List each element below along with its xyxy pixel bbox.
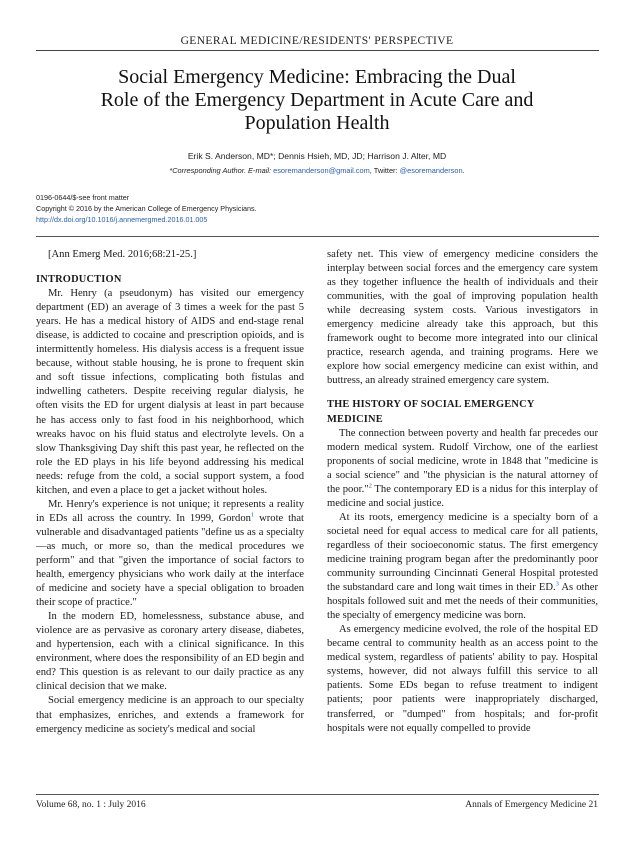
- paragraph-text: As other hospitals followed suit and met the needs of their communities, the specialty of emergency medicine was born.: [327, 582, 598, 622]
- corresponding-author: [0, 166, 634, 175]
- title-line: Role of the Emergency Department in Acute Care and: [100, 89, 534, 111]
- corresp-email-link[interactable]: esoremanderson@gmail.com: [273, 166, 370, 175]
- paragraph-text: wrote that vulnerable and disadvantaged patients "define us as a specialty—as much, or more so, than the medical procedures we perform" and that "given the importance of social factors to health, emergency physicians who work daily at the interface of medicine and society have a special obligation to broaden their scope of practice.": [36, 512, 304, 609]
- author-list: Erik S. Anderson, MD*; Dennis Hsieh, MD, JD; Harrison J. Alter, MD: [187, 151, 447, 161]
- doi-link[interactable]: http://dx.doi.org/10.1016/j.annemergmed.2016.01.005: [36, 215, 208, 224]
- left-column: [36, 248, 304, 737]
- reference-link[interactable]: 1: [250, 511, 255, 519]
- footer-journal-page: Annals of Emergency Medicine 21: [465, 800, 598, 810]
- header-rule: [36, 50, 599, 51]
- paragraph-text: The connection between poverty and health far precedes our modern medical system. Rudolf Virchow, one of the earliest proponents of social medicine, wrote in 1848 that "medicine is a social science" and "the physician is the natural attorney of the poor.": [327, 427, 598, 495]
- paragraph: [327, 427, 598, 511]
- reference-link[interactable]: 2: [368, 482, 372, 490]
- title-line: Social Emergency Medicine: Embracing the Dual: [118, 66, 516, 88]
- paragraph: In the modern ED, homelessness, substance abuse, and violence are as pervasive as coronary artery disease, diabetes, and hypertension, each with a clinical significance. In this environment, where does the responsibility of an ED begin and end? This question is as relevant to our daily practice as any clinical decision that we make.: [36, 611, 304, 693]
- paragraph-text: Mr. Henry's experience is not unique; it represents a reality in EDs all across the country. In 1999, Gordon: [36, 498, 304, 524]
- running-head: GENERAL MEDICINE/RESIDENTS' PERSPECTIVE: [180, 35, 454, 47]
- section-heading-history: [327, 398, 598, 426]
- issn-line: 0196-0644/$-see front matter: [36, 193, 130, 202]
- right-column: [327, 248, 598, 736]
- paragraph: Social emergency medicine is an approach to our specialty that emphasizes, enriches, and extends a framework for emergency medicine as society's medical and social: [36, 695, 304, 735]
- corresp-twitter-label: , Twitter:: [369, 166, 398, 175]
- paragraph: Mr. Henry (a pseudonym) has visited our emergency department (ED) an average of 3 times a week for the past 5 years. He has a medical history of AIDS and end-stage renal disease, is addicted to cocaine and prescription opioids, and is intermittently homeless. His dialysis access is a frequent issue because, without stable housing, he is prone to frequent skin and soft tissue infections, complicating both fistulas and indwelling catheters. Despite receiving regular dialysis, he often visits the ED for urgent dialysis at least in part because he has access only to fast food in his neighborhood, which wreaks havoc on his fluid status and electrolyte levels. On a slow Thanksgiving Day shift this past year, he reflected on the role the ED plays in his life beyond addressing his medical needs: refuge from the cold, a social support system, a food kitchen, and even a place to get a jacket without holes.: [36, 288, 304, 496]
- copyright-line: Copyright © 2016 by the American College of Emergency Physicians.: [36, 204, 257, 213]
- paragraph: [327, 511, 598, 623]
- paragraph-text: At its roots, emergency medicine is a specialty born of a societal need for equal access to medical care for all patients, regardless of their socioeconomic status. The first emergency medicine training program began after the predominantly poor community surrounding Cincinnati General Hospital protested the substandard care and long wait times in their ED.: [327, 511, 598, 594]
- reference-link[interactable]: 3: [555, 580, 559, 588]
- body-rule: [36, 236, 599, 237]
- section-heading-introduction: INTRODUCTION: [36, 274, 122, 286]
- heading-line: MEDICINE: [327, 413, 383, 425]
- corresp-period: .: [462, 166, 465, 175]
- heading-line: THE HISTORY OF SOCIAL EMERGENCY: [327, 399, 535, 411]
- journal-citation: [Ann Emerg Med. 2016;68:21-25.]: [48, 249, 197, 260]
- footer-rule: [36, 794, 599, 795]
- corresp-label: *Corresponding Author. E-mail:: [169, 166, 272, 175]
- corresp-twitter-link[interactable]: @esoremanderson: [399, 166, 463, 175]
- article-title: [60, 66, 574, 135]
- footer-volume: Volume 68, no. 1 : July 2016: [36, 800, 146, 810]
- paragraph: As emergency medicine evolved, the role of the hospital ED became central to community health as an access point to the medical system, regardless of patients' ability to pay. Hospital systems, however, did not always fulfill this service to all patients. Some EDs began to refuse treatment to indigent patients; poor patients were inappropriately discharged, transferred, or "dumped" from hospitals; and for-profit hospitals were not equally compelled to provide: [327, 624, 598, 734]
- paragraph-text: The contemporary ED is a nidus for this interplay of medicine and social justice.: [327, 483, 598, 509]
- paragraph: [36, 498, 304, 610]
- title-line: Population Health: [244, 112, 390, 134]
- paragraph: safety net. This view of emergency medicine considers the interplay between social forces and the emergency care system as they together influence the health of individuals and their communities, with the goal of improving population health while decreasing system costs. Various investigators in emergency medicine already take this approach, but this framework ought to become more integrated into our clinical practice, research agenda, and training programs. Here we explore how social emergency medicine can exist within, and buttress, an already strained emergency care system.: [327, 249, 598, 387]
